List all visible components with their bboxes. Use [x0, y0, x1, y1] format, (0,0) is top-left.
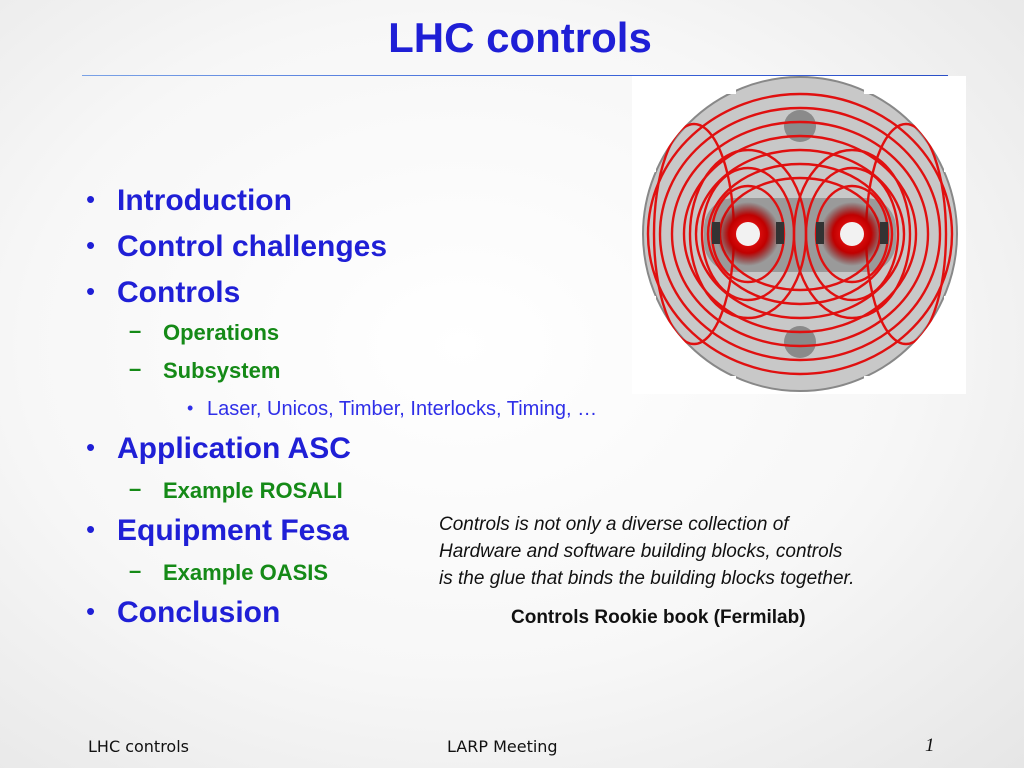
quote-line: is the glue that binds the building blocks together. — [439, 568, 855, 589]
bullet-item — [86, 514, 349, 548]
bullet-item — [86, 596, 281, 630]
bullet-marker: • — [86, 276, 96, 306]
bullet-text: Controls — [117, 276, 241, 309]
bullet-marker: • — [86, 432, 96, 462]
dash-marker: – — [129, 476, 142, 501]
bullet-text: Control challenges — [117, 230, 388, 263]
bullet-item — [86, 184, 292, 218]
bullet-marker: • — [86, 184, 96, 214]
sub-bullet-text: Example OASIS — [163, 560, 329, 585]
sub-sub-bullet-text: Laser, Unicos, Timber, Interlocks, Timing, … — [207, 398, 598, 420]
page-number: 1 — [925, 735, 935, 756]
footer-left: LHC controls — [88, 737, 189, 756]
bullet-text: Application ASC — [117, 432, 351, 465]
bullet-item — [86, 432, 351, 466]
sub-bullet-item — [129, 558, 329, 586]
footer-center: LARP Meeting — [447, 737, 558, 756]
sub-bullet-item — [129, 476, 343, 504]
bullet-marker: • — [86, 596, 96, 626]
bullet-text: Equipment Fesa — [117, 514, 349, 547]
bullet-marker: • — [86, 230, 96, 260]
sub-bullet-text: Example ROSALI — [163, 478, 343, 503]
dash-marker: – — [129, 356, 142, 381]
sub-bullet-item — [129, 318, 280, 346]
quote-source: Controls Rookie book (Fermilab) — [511, 607, 806, 628]
bullet-text: Introduction — [117, 184, 292, 217]
slide-title: LHC controls — [388, 14, 652, 61]
quote-block — [439, 511, 959, 592]
sub-sub-bullet-item — [187, 398, 598, 421]
sub-bullet-text: Operations — [163, 320, 280, 345]
bullet-item — [86, 276, 241, 310]
bullet-text: Conclusion — [117, 596, 281, 629]
sub-bullet-text: Subsystem — [163, 358, 281, 383]
dash-marker: – — [129, 558, 142, 583]
quote-line: Controls is not only a diverse collection of — [439, 514, 789, 535]
sub-bullet-item — [129, 356, 281, 384]
dash-marker: – — [129, 318, 142, 343]
bullet-item — [86, 230, 388, 264]
bullet-marker: • — [86, 514, 96, 544]
quote-line: Hardware and software building blocks, controls — [439, 541, 843, 562]
bullet-marker: • — [187, 398, 194, 418]
